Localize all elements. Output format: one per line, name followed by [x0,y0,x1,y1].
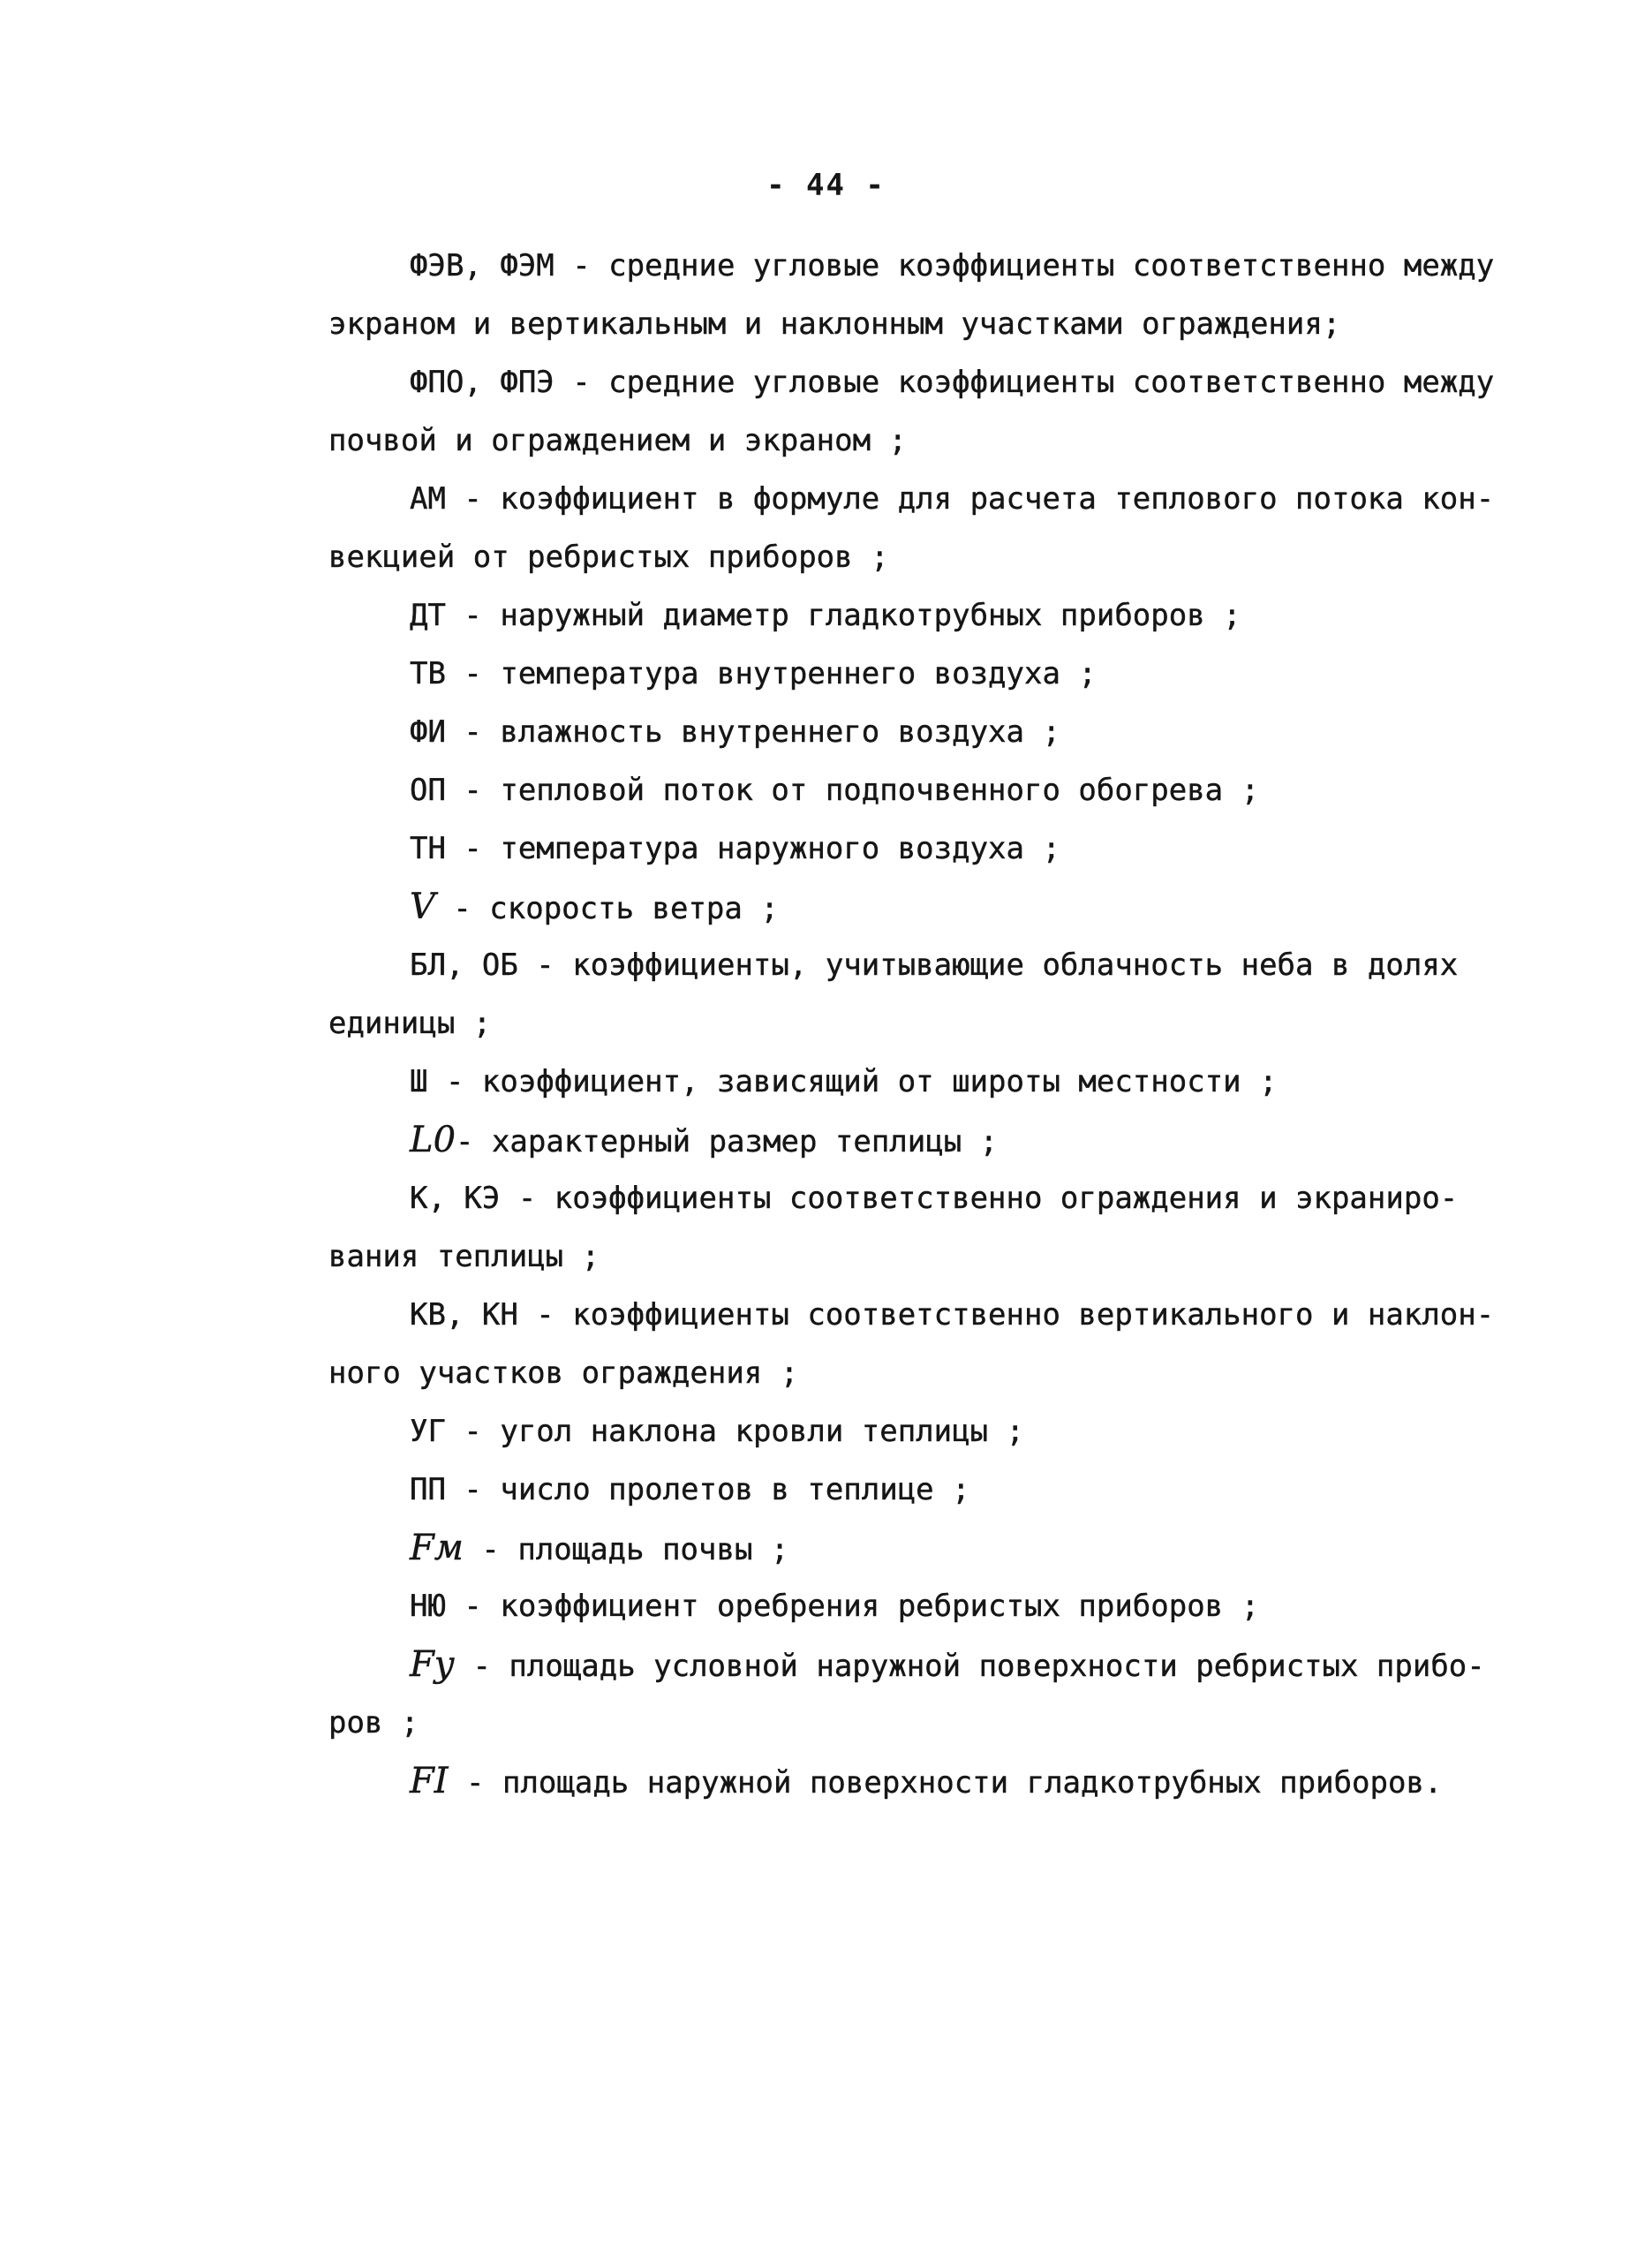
symbol: НЮ [410,1589,446,1624]
definition-continuation: вания теплицы ; [328,1239,600,1274]
symbol: ФПО, ФПЭ [410,365,554,400]
symbol: FI [410,1761,449,1801]
definition-entry [328,1169,1476,1286]
definition-text: - число пролетов в теплице ; [445,1472,970,1507]
symbol-definitions-list [328,237,1495,1810]
definition-entry [328,878,1476,936]
definition-continuation: ров ; [328,1705,419,1740]
definition-entry [328,703,1476,761]
definition-entry [328,353,1495,470]
definition-text: - влажность внутреннего воздуха ; [445,714,1060,750]
definition-entry [328,1752,1476,1810]
definition-text: - коэффициент оребрения ребристых приборов ; [445,1589,1260,1624]
definition-entry [328,1111,1476,1169]
symbol: ФИ [410,714,446,750]
definition-entry [328,470,1495,586]
symbol: АМ [410,481,446,517]
definition-continuation: единицы ; [328,1006,492,1041]
symbol: Ш [410,1064,428,1099]
definition-entry [328,761,1476,819]
definition-text: - средние угловые коэффициенты соответственно между [554,248,1495,283]
definition-text: - скорость ветра ; [434,891,779,926]
symbol: КВ, КН [410,1297,518,1333]
definition-text: - коэффициент в формуле для расчета теплового потока кон- [445,481,1495,517]
definition-entry [328,586,1476,645]
definition-entry [328,1577,1476,1635]
definition-entry [328,1519,1476,1577]
definition-text: - средние угловые коэффициенты соответственно между [554,365,1495,400]
symbol: ТВ [410,656,446,691]
definition-text: - угол наклона кровли теплицы ; [445,1414,1024,1449]
definition-text: - коэффициенты, учитывающие облачность неба в долях [517,948,1459,983]
definition-text: - характерный размер теплицы ; [456,1124,999,1159]
definition-text: - площадь условной наружной поверхности ребристых прибо- [454,1649,1485,1684]
definition-entry [328,1461,1476,1519]
symbol: ПП [410,1472,446,1507]
definition-entry [328,1053,1476,1111]
definition-text: - тепловой поток от подпочвенного обогрева ; [445,773,1260,808]
definition-continuation: экраном и вертикальным и наклонным участками ограждения; [328,306,1341,342]
page-number: - 44 - [766,168,886,203]
definition-text: - наружный диаметр гладкотрубных приборов ; [445,598,1241,633]
symbol: L0 [410,1120,456,1160]
symbol: К, КЭ [410,1181,501,1216]
symbol: УГ [410,1414,446,1449]
symbol: БЛ, ОБ [410,948,518,983]
symbol: Fу [410,1644,455,1685]
symbol: ОП [410,773,446,808]
definition-entry [328,237,1495,353]
definition-continuation: ного участков ограждения ; [328,1355,799,1391]
symbol: Fм [410,1528,464,1568]
definition-entry [328,936,1476,1053]
definition-text: - площадь почвы ; [463,1532,789,1567]
definition-entry [328,1286,1495,1402]
definition-text: - коэффициенты соответственно ограждения и экраниро- [500,1181,1459,1216]
definition-entry [328,1635,1485,1752]
definition-continuation: векцией от ребристых приборов ; [328,540,889,575]
definition-text: - коэффициент, зависящий от широты местности ; [427,1064,1278,1099]
symbol: ДТ [410,598,446,633]
definition-continuation: почвой и ограждением и экраном ; [328,423,908,458]
definition-entry [328,645,1476,703]
definition-text: - температура наружного воздуха ; [445,831,1060,866]
symbol: ФЭВ, ФЭМ [410,248,554,283]
definition-entry [328,1402,1476,1461]
definition-text: - температура внутреннего воздуха ; [445,656,1097,691]
symbol: V [410,887,435,927]
definition-text: - площадь наружной поверхности гладкотрубных приборов. [448,1765,1443,1801]
definition-text: - коэффициенты соответственно вертикального и наклон- [517,1297,1495,1333]
symbol: ТН [410,831,446,866]
definition-entry [328,819,1476,878]
